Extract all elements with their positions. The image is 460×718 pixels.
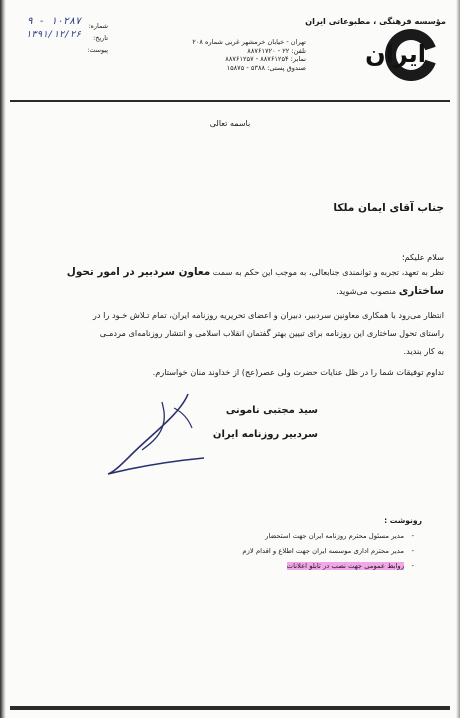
body-line-2-text: منصوب می‌شوید. [336, 286, 399, 296]
salutation: سلام علیکم؛ [401, 252, 444, 262]
body-line-4: راستای تحول ساختاری این روزنامه برای تبیین بهتر گفتمان انقلاب اسلامی و انتشار روزنامه‌ای مردمـی [99, 328, 444, 338]
bismillah: باسمه تعالی [209, 119, 251, 128]
letter-meta [8, 16, 108, 56]
meta-date-row [8, 29, 108, 44]
cc-dash: - [411, 532, 414, 540]
address-line: تلفن: ۲۲ - ۸۸۷۶۱۷۲۰ [247, 46, 306, 55]
footer-bar [10, 706, 450, 710]
cc-item: مدیر مسئول محترم روزنامه ایران جهت استحضار [265, 532, 404, 540]
number-value: ۹ - ۱۰۲۸۷ [26, 16, 81, 27]
appointment-title: معاون سردبیر در امور تحول [66, 266, 211, 278]
scan-edge-left [0, 0, 6, 718]
header-divider [10, 100, 450, 102]
body-line-5: به کار بندید. [403, 346, 444, 356]
cc-item: مدیر محترم اداری موسسه ایران جهت اطلاع و اقدام لازم [242, 547, 404, 555]
cc-dash: - [411, 562, 414, 570]
signer-name: سید مجتبی نامونی [225, 405, 318, 416]
addressee: جناب آقای ایمان ملکا [333, 202, 444, 214]
cc-label: رونوشت : [384, 516, 422, 525]
scan-edge-right [456, 0, 460, 718]
attachment-label: پیوست: [87, 46, 108, 54]
brand-wordmark: ایران [365, 40, 426, 68]
appointment-title-cont: ساختاری [398, 285, 444, 297]
body-line-1-text: نظر به تعهد، تجربه و توانمندی جنابعالی، به موجب این حکم به سمت [210, 267, 444, 277]
cc-dash: - [411, 547, 414, 555]
highlight-mark: روابط عمومی جهت نصب در تابلو اعلانات [286, 562, 404, 570]
address-line: صندوق پستی: ۵۳۸۸ - ۱۵۸۷۵ [226, 63, 306, 72]
body-line-1 [67, 266, 444, 278]
address-line: تهران - خیابان خرمشهر غربی شماره ۲۰۸ [192, 38, 306, 46]
number-label: شماره: [88, 22, 108, 30]
cc-item-highlighted [287, 562, 404, 570]
meta-attachment-row [8, 44, 108, 56]
body-line-6: تداوم توفیقات شما را در ظل عنایات حضرت ولی عصر(عج) از خداوند منان خواستارم. [152, 367, 444, 377]
address-line: نمابر: ۸۸۷۶۱۲۵۴ - ۸۸۷۶۱۲۵۷ [225, 55, 306, 64]
date-value: ۱۳۹۱/۱۲/۲۶ [25, 29, 81, 40]
org-name: مؤسسه فرهنگی ، مطبوعاتی ایران [305, 16, 446, 26]
signer-title: سردبیر روزنامه ایران [212, 429, 318, 440]
body-line-3: انتظار می‌رود با همکاری معاونین سردبیر، دبیران و اعضای تحریریه روزنامه ایران، تمام تـلاش خـود را در [92, 310, 444, 320]
header-address [166, 38, 306, 72]
handwritten-signature [92, 384, 212, 484]
date-label: تاریخ: [93, 34, 108, 42]
body-line-2 [336, 285, 444, 297]
